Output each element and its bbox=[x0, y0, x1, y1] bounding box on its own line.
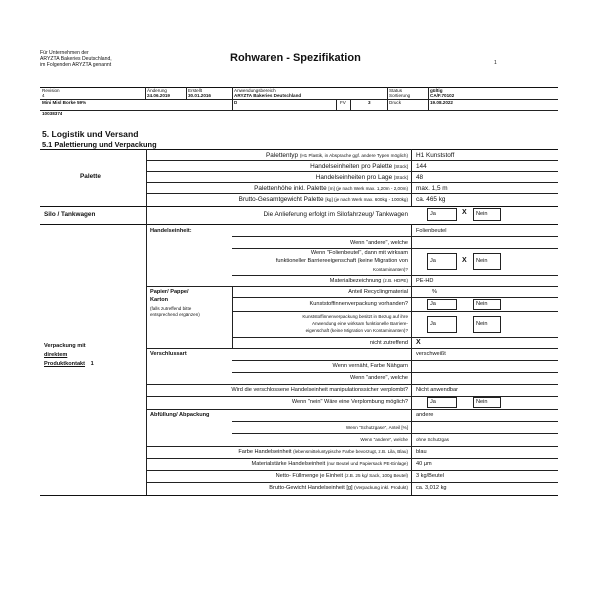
kunststoff-barriere-2: Anwendung eine wirksam funktionelle Barriere- bbox=[311, 321, 408, 326]
kunststoff-barriere-3: eigenschaft (keine Migration von Kontaminanten)? bbox=[305, 328, 408, 333]
materialstaerke-row bbox=[252, 461, 408, 468]
papier-note-2: entsprechend ergänzen) bbox=[150, 312, 200, 317]
silo-label: Silo / Tankwagen bbox=[44, 211, 96, 218]
brutto-palette-label: Brutto-Gesamtgewicht Palette bbox=[238, 196, 324, 203]
palettentyp-value: H1 Kunststoff bbox=[416, 152, 455, 159]
palettenhoehe-row bbox=[254, 185, 408, 192]
folien-q1: Wenn "Folienbeutel", dann mit wirksam bbox=[310, 250, 408, 256]
brutto-palette-row bbox=[239, 196, 408, 203]
status-value: gültig bbox=[430, 88, 443, 93]
company-line: ARYZTA Bakeries Deutschland, bbox=[40, 55, 112, 62]
kunststoff-ja-label: Ja bbox=[430, 301, 436, 307]
manipulation-value: Nicht anwendbar bbox=[416, 387, 458, 393]
brutto-value: ca. 3,012 kg bbox=[416, 485, 447, 491]
brutto-palette-note: [kg] (je nach Werk max. 600kg - 1000kg) bbox=[325, 197, 408, 202]
netto-row bbox=[276, 473, 408, 480]
materialbez-label: Materialbezeichnung bbox=[329, 278, 382, 284]
silo-ja-label: Ja bbox=[430, 211, 436, 217]
he-lage-note: [Stück] bbox=[393, 175, 408, 180]
manipulation-question: Wird die verschlossene Handelseinheit manipulationssicher verplombt? bbox=[231, 387, 408, 393]
barriere-nein-label: Nein bbox=[476, 321, 488, 327]
revision-header: Revision bbox=[42, 88, 60, 93]
netto-note: (z.B. 25 kg/ Sack, 100g Beutel) bbox=[344, 473, 408, 478]
materialbez-note: (z.B. HDPE) bbox=[382, 278, 408, 283]
brutto-row bbox=[269, 485, 408, 492]
papier-label-1: Papier/ Pappe/ bbox=[150, 289, 189, 295]
handelseinheit-label: Handelseinheit: bbox=[150, 228, 192, 234]
folien-q3: Kontaminanten)? bbox=[373, 267, 408, 272]
erstellt-header: Erstellt bbox=[188, 88, 203, 93]
subsection-heading: 5.1 Palettierung und Verpackung bbox=[42, 140, 157, 149]
percent-unit: % bbox=[432, 289, 437, 295]
wenn-andere-2: Wenn "andere", welche bbox=[350, 375, 408, 381]
anteil-recycling: Anteil Recyclingmaterial bbox=[348, 289, 408, 295]
abfuellung-value: andere bbox=[416, 412, 434, 418]
abfuellung-label: Abfüllung/ Abpackung bbox=[150, 412, 210, 418]
folien-ja-label: Ja bbox=[430, 258, 436, 264]
erstellt-value: 30.01.2016 bbox=[188, 93, 211, 98]
he-lage-label: Handelseinheiten pro Lage bbox=[315, 174, 393, 181]
kunststoff-barriere-1: Kunststoffinnenverpackung besitzt in Bezug auf ihre bbox=[302, 314, 408, 319]
sortierung-header: Sortierung bbox=[389, 93, 411, 98]
druck-value: 19.08.2022 bbox=[430, 100, 453, 105]
verplombung-question: Wenn "nein" Wäre eine Verplombung möglich? bbox=[291, 399, 408, 405]
wenn-vernaeht: Wenn vernäht, Farbe Nähgarn bbox=[332, 363, 408, 369]
he-palette-row bbox=[310, 163, 408, 170]
folien-nein-label: Nein bbox=[476, 258, 488, 264]
farbe-note: (lebensmitteluntypische Farbe bevorzugt, z.B. Lila, Blau) bbox=[293, 449, 408, 454]
sortierung-value: CA/F.70102 bbox=[430, 93, 455, 98]
bereich-header: Anwendungsbereich bbox=[234, 88, 276, 93]
he-palette-note: [Stück] bbox=[393, 164, 408, 169]
folien-x-mark: X bbox=[462, 257, 467, 264]
nicht-zutreffend-label: nicht zutreffend bbox=[369, 340, 408, 346]
palette-group-label: Palette bbox=[80, 173, 101, 180]
verpackung-group-line3 bbox=[44, 361, 94, 368]
silo-nein-label: Nein bbox=[476, 211, 488, 217]
company-line: im Folgenden ARYZTA genannt bbox=[40, 61, 112, 68]
kunststoff-question: Kunststoffinnenverpackung vorhanden? bbox=[309, 301, 408, 307]
schutzgase-value: ohne Schutzgas bbox=[416, 437, 449, 442]
nicht-zutreffend-x-mark: X bbox=[416, 339, 421, 346]
verplombung-nein-label: Nein bbox=[476, 399, 488, 405]
d-label: D bbox=[234, 100, 238, 105]
handelseinheit-value: Folienbeutel bbox=[416, 228, 447, 234]
verpackung-group-line2: direktem bbox=[44, 352, 68, 358]
papier-label-2: Karton bbox=[150, 297, 169, 303]
verpackung-group-line1: Verpackung mit bbox=[44, 343, 86, 349]
palettenhoehe-value: max. 1,5 m bbox=[416, 185, 448, 192]
silo-x-mark: X bbox=[462, 209, 467, 216]
document-title: Rohwaren - Spezifikation bbox=[230, 52, 361, 64]
folien-q2: funktioneller Barriereeigenschaft (keine Migration von bbox=[275, 258, 408, 264]
papier-note-1: (falls zutreffend bitte bbox=[150, 306, 192, 311]
barriere-ja-label: Ja bbox=[430, 321, 436, 327]
materialstaerke-value: 40 µm bbox=[416, 461, 432, 467]
netto-label: Netto- Füllmenge je Einheit bbox=[275, 473, 344, 479]
verschlussart-label: Verschlussart bbox=[150, 351, 187, 357]
company-note bbox=[40, 51, 150, 68]
materialbez-value: PE-HD bbox=[416, 278, 434, 284]
section-heading: 5. Logistik und Versand bbox=[42, 129, 139, 139]
product-code: 10038374 bbox=[42, 111, 63, 116]
farbe-row bbox=[238, 449, 408, 456]
brutto-note: (Verpackung inkl. Produkt) bbox=[354, 485, 408, 490]
bereich-value: ARYZTA Bakeries Deutschland bbox=[234, 93, 302, 98]
farbe-value: blau bbox=[416, 449, 427, 455]
produktkontakt-text: Produktkontakt bbox=[44, 361, 86, 367]
he-palette-value: 144 bbox=[416, 163, 427, 170]
silo-question: Die Anlieferung erfolgt im Silofahrzeug/ Tankwagen bbox=[263, 211, 408, 218]
palettentyp-row bbox=[266, 152, 408, 159]
page-mark: 1 bbox=[494, 60, 497, 66]
fv-value: 3 bbox=[368, 100, 371, 105]
materialbez-row bbox=[330, 278, 408, 285]
company-line: Für Unternehmen der bbox=[40, 50, 89, 56]
he-palette-label: Handelseinheiten pro Palette bbox=[310, 163, 393, 170]
aenderung-header: Änderung bbox=[147, 88, 167, 93]
kunststoff-nein-label: Nein bbox=[476, 301, 488, 307]
brutto-palette-value: ca. 465 kg bbox=[416, 196, 446, 203]
palettentyp-note: (H1 Plastik, in Absprache ggf. andere Typen möglich) bbox=[299, 153, 408, 158]
product-name: Mini Misl Borke 59% bbox=[42, 100, 87, 105]
palettenhoehe-note: [m] (je nach Werk max. 1,20m - 2,00m) bbox=[328, 186, 408, 191]
status-header: Status bbox=[389, 88, 403, 93]
farbe-label: Farbe Handelseinheit bbox=[238, 449, 292, 455]
druck-header: Druck bbox=[389, 100, 401, 105]
brutto-label: Brutto-Gewicht Handelseinheit [g] bbox=[269, 485, 353, 491]
wenn-andere-1: Wenn "andere", welche bbox=[350, 240, 408, 246]
he-lage-value: 48 bbox=[416, 174, 424, 181]
revision-value: 4 bbox=[42, 93, 45, 98]
palettentyp-label: Palettentyp bbox=[266, 152, 299, 159]
fv-label: FV bbox=[340, 100, 346, 105]
wenn-andere-3: Wenn "andere", welche bbox=[360, 437, 408, 442]
palettenhoehe-label: Palettenhöhe inkl. Palette bbox=[254, 185, 327, 192]
aenderung-value: 24.06.2019 bbox=[147, 93, 170, 98]
materialstaerke-label: Materialstärke Handelseinheit bbox=[251, 461, 326, 467]
he-lage-row bbox=[316, 174, 408, 181]
netto-value: 3 kg/Beutel bbox=[416, 473, 444, 479]
verschlussart-value: verschweißt bbox=[416, 351, 446, 357]
materialstaerke-note: (nur Beutel und Papiersack PE-Einlage) bbox=[326, 461, 408, 466]
verplombung-ja-label: Ja bbox=[430, 399, 436, 405]
schutzgase-anteil: Wenn "Schutzgase", Anteil [%] bbox=[345, 425, 408, 430]
produktkontakt-number: 1 bbox=[90, 361, 94, 367]
